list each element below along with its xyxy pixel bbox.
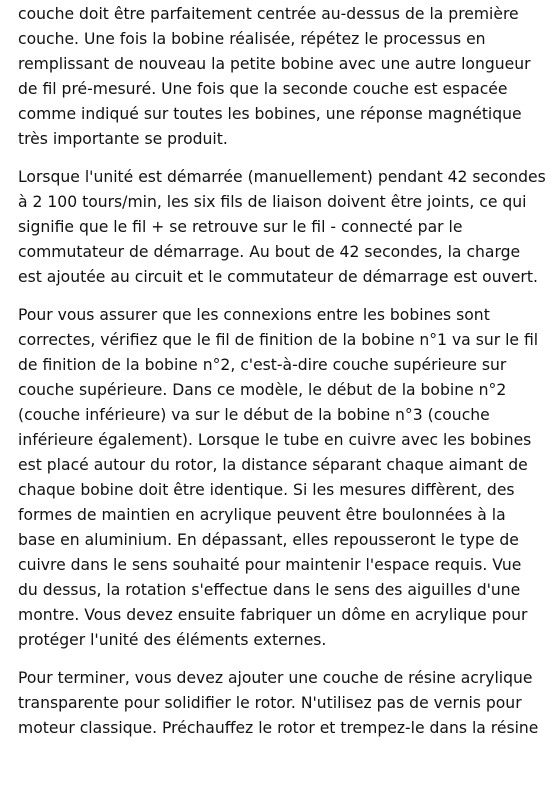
paragraph-startup: Lorsque l'unité est démarrée (manuellement) pendant 42 secondes à 2 100 tours/min, les six fils de liaison doivent être joints, ce qui signifie que le fil + se retrouve sur le fil - connecté par le commutateur de démarrage. Au bout de 42 secondes, la charge est ajoutée au circuit et le commutateur de démarrage est ouvert. bbox=[18, 168, 546, 286]
paragraph-finishing: Pour terminer, vous devez ajouter une couche de résine acrylique transparente pour solidifier le rotor. N'utilisez pas de vernis pour moteur classique. Préchauffez le rotor et trempez-le dans la résine bbox=[18, 669, 539, 737]
paragraph-coil-layer: couche doit être parfaitement centrée au-dessus de la première couche. Une fois la bobine réalisée, répétez le processus en remplissant de nouveau la petite bobine avec une autre longueur de fil pré-mesuré. Une fois que la seconde couche est espacée comme indiqué sur toutes les bobines, une réponse magnétique très importante se produit. bbox=[18, 5, 531, 148]
paragraph-connections: Pour vous assurer que les connexions entre les bobines sont correctes, vérifiez que le fil de finition de la bobine n°1 va sur le fil de finition de la bobine n°2, c'est-à-dire couche supérieure sur couche supérieure. Dans ce modèle, le début de la bobine n°2 (couche inférieure) va sur le début de la bobine n°3 (couche inférieure également). Lorsque le tube en cuivre avec les bobines est placé autour du rotor, la distance séparant chaque aimant de chaque bobine doit être identique. Si les mesures diffèrent, des formes de maintien en acrylique peuvent être boulonnées à la base en aluminium. En dépassant, elles repousseront le type de cuivre dans le sens souhaité pour maintenir l'espace requis. Vue du dessus, la rotation s'effectue dans le sens des aiguilles d'une montre. Vous devez ensuite fabriquer un dôme en acrylique pour protéger l'unité des éléments externes. bbox=[18, 306, 539, 649]
